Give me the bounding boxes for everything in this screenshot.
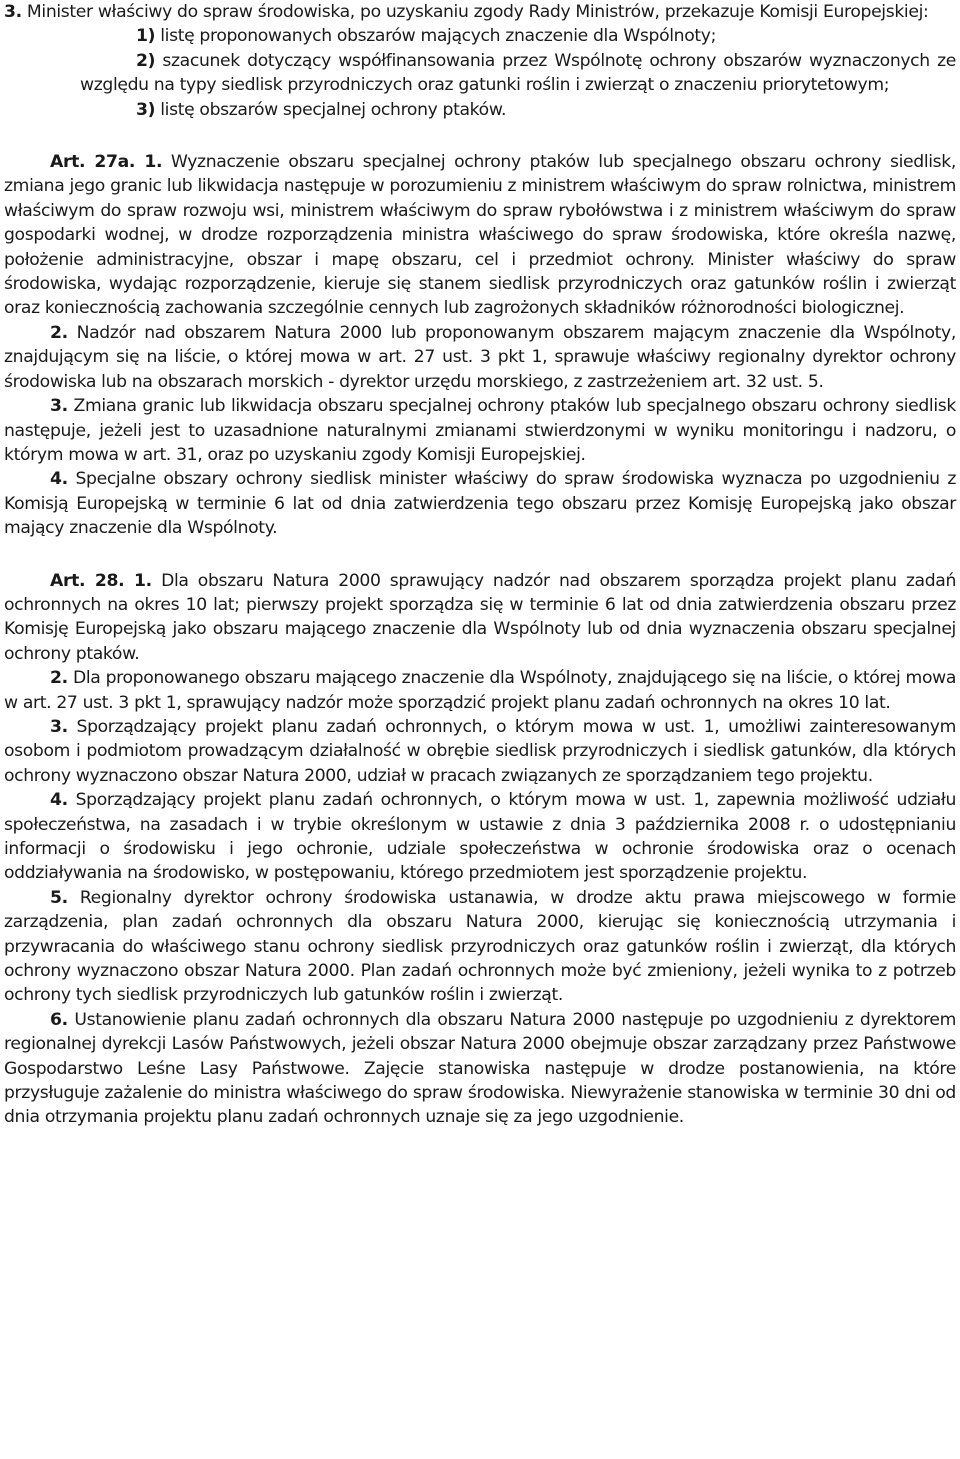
art27-item3 xyxy=(4,0,956,122)
art27a-par3: 3. Zmiana granic lub likwidacja obszaru specjalnej ochrony ptaków lub specjalnego obszaru ochrony siedlisk następuje, jeżeli jest to uzasadnione naturalnymi zmianami stwierdzonymi w wyniku monitoringu i nadzoru, o którym mowa w art. 31, oraz po uzyskaniu zgody Komisji Europejskiej. xyxy=(4,396,956,465)
article-heading: Art. 27a. 1. xyxy=(50,152,163,173)
art28-par4: 4. Sporządzający projekt planu zadań ochronnych, o którym mowa w ust. 1, zapewnia możliwość udziału społeczeństwa, na zasadach i w trybie określonym w ustawie z dnia 3 października 2008 r. o udostępnianiu informacji o środowisku i jego ochronie, udziale społeczeństwa w ochronie środowiska oraz o ocenach oddziaływania na środowisko, w postępowaniu, którego przedmiotem jest sporządzenie projektu. xyxy=(4,790,956,884)
art28-par2: 2. Dla proponowanego obszaru mającego znaczenie dla Wspólnoty, znajdującego się na liście, o której mowa w art. 27 ust. 3 pkt 1, sprawujący nadzór może sporządzić projekt planu zadań ochronnych na okres 10 lat. xyxy=(4,668,956,713)
item3-intro: 3. Minister właściwy do spraw środowiska, po uzyskaniu zgody Rady Ministrów, przekazuje Komisji Europejskiej: xyxy=(4,2,929,22)
article-27a xyxy=(4,150,956,541)
item-number: 3. xyxy=(4,2,22,22)
article-28 xyxy=(4,569,956,1130)
art27a-par2: 2. Nadzór nad obszarem Natura 2000 lub proponowanym obszarem mającym znaczenie dla Wspólnoty, znajdującym się na liście, o której mowa w art. 27 ust. 3 pkt 1, sprawuje właściwy regionalny dyrektor ochrony środowiska lub na obszarach morskich - dyrektor urzędu morskiego, z zastrzeżeniem art. 32 ust. 5. xyxy=(4,322,956,392)
art28-par3: 3. Sporządzający projekt planu zadań ochronnych, o którym mowa w ust. 1, umożliwi zainteresowanym osobom i podmiotom prowadzącym działalność w obrębie siedlisk przyrodniczych i siedlisk gatunków, dla których ochrony wyznaczono obszar Natura 2000, udział w pracach związanych ze sporządzaniem tego projektu. xyxy=(4,716,956,786)
art27a-par1: Art. 27a. 1. Wyznaczenie obszaru specjalnej ochrony ptaków lub specjalnego obszaru ochrony siedlisk, zmiana jego granic lub likwidacja następuje w porozumieniu z ministrem właściwym do spraw rolnictwa, ministrem właściwym do spraw rozwoju wsi, ministrem właściwym do spraw rybołówstwa i z ministrem właściwym do spraw gospodarki wodnej, w drodze rozporządzenia ministra właściwego do spraw środowiska, które określa nazwę, położenie administracyjne, obszar i mapę obszaru, cel i przedmiot ochrony. Minister właściwy do spraw środowiska, wydając rozporządzenie, kieruje się stanem siedlisk przyrodniczych oraz gatunków roślin i zwierząt oraz koniecznością zachowania szczególnie cennych lub zagrożonych składników różnorodności biologicznej. xyxy=(4,152,956,319)
art28-par1: Art. 28. 1. Dla obszaru Natura 2000 sprawujący nadzór nad obszarem sporządza projekt planu zadań ochronnych na okres 10 lat; pierwszy projekt sporządza się w terminie 6 lat od dnia zatwierdzenia obszaru przez Komisję Europejską jako obszaru mającego znaczenie dla Wspólnoty lub od dnia wyznaczenia obszaru specjalnej ochrony ptaków. xyxy=(4,570,956,664)
point-3: 3) listę obszarów specjalnej ochrony ptaków. xyxy=(136,99,507,120)
point-1: 1) listę proponowanych obszarów mających znaczenie dla Wspólnoty; xyxy=(136,26,717,47)
art28-par6: 6. Ustanowienie planu zadań ochronnych dla obszaru Natura 2000 następuje po uzgodnieniu z dyrektorem regionalnej dyrekcji Lasów Państwowych, jeżeli obszar Natura 2000 obejmuje obszar zarządzany przez Państwowe Gospodarstwo Leśne Lasy Państwowe. Zajęcie stanowiska następuje w drodze postanowienia, na które przysługuje zażalenie do ministra właściwego do spraw środowiska. Niewyrażenie stanowiska w terminie 30 dni od dnia otrzymania projektu planu zadań ochronnych uznaje się za jego uzgodnienie. xyxy=(4,1009,956,1128)
point-2: 2) szacunek dotyczący współfinansowania przez Wspólnotę ochrony obszarów wyznaczonych ze względu na typy siedlisk przyrodniczych oraz gatunki roślin i zwierząt o znaczeniu priorytetowym; xyxy=(80,50,956,96)
art28-par5: 5. Regionalny dyrektor ochrony środowiska ustanawia, w drodze aktu prawa miejscowego w formie zarządzenia, plan zadań ochronnych dla obszaru Natura 2000, kierując się koniecznością utrzymania i przywracania do właściwego stanu ochrony siedlisk przyrodniczych oraz gatunków roślin i zwierząt, dla których ochrony wyznaczono obszar Natura 2000. Plan zadań ochronnych może być zmieniony, jeżeli wynika to z potrzeb ochrony tych siedlisk przyrodniczych lub gatunków roślin i zwierząt. xyxy=(4,887,956,1006)
art27a-par4: 4. Specjalne obszary ochrony siedlisk minister właściwy do spraw środowiska wyznacza po uzgodnieniu z Komisją Europejską w terminie 6 lat od dnia zatwierdzenia tego obszaru przez Komisję Europejską jako obszar mający znaczenie dla Wspólnoty. xyxy=(4,469,956,539)
article-heading: Art. 28. 1. xyxy=(50,570,152,591)
